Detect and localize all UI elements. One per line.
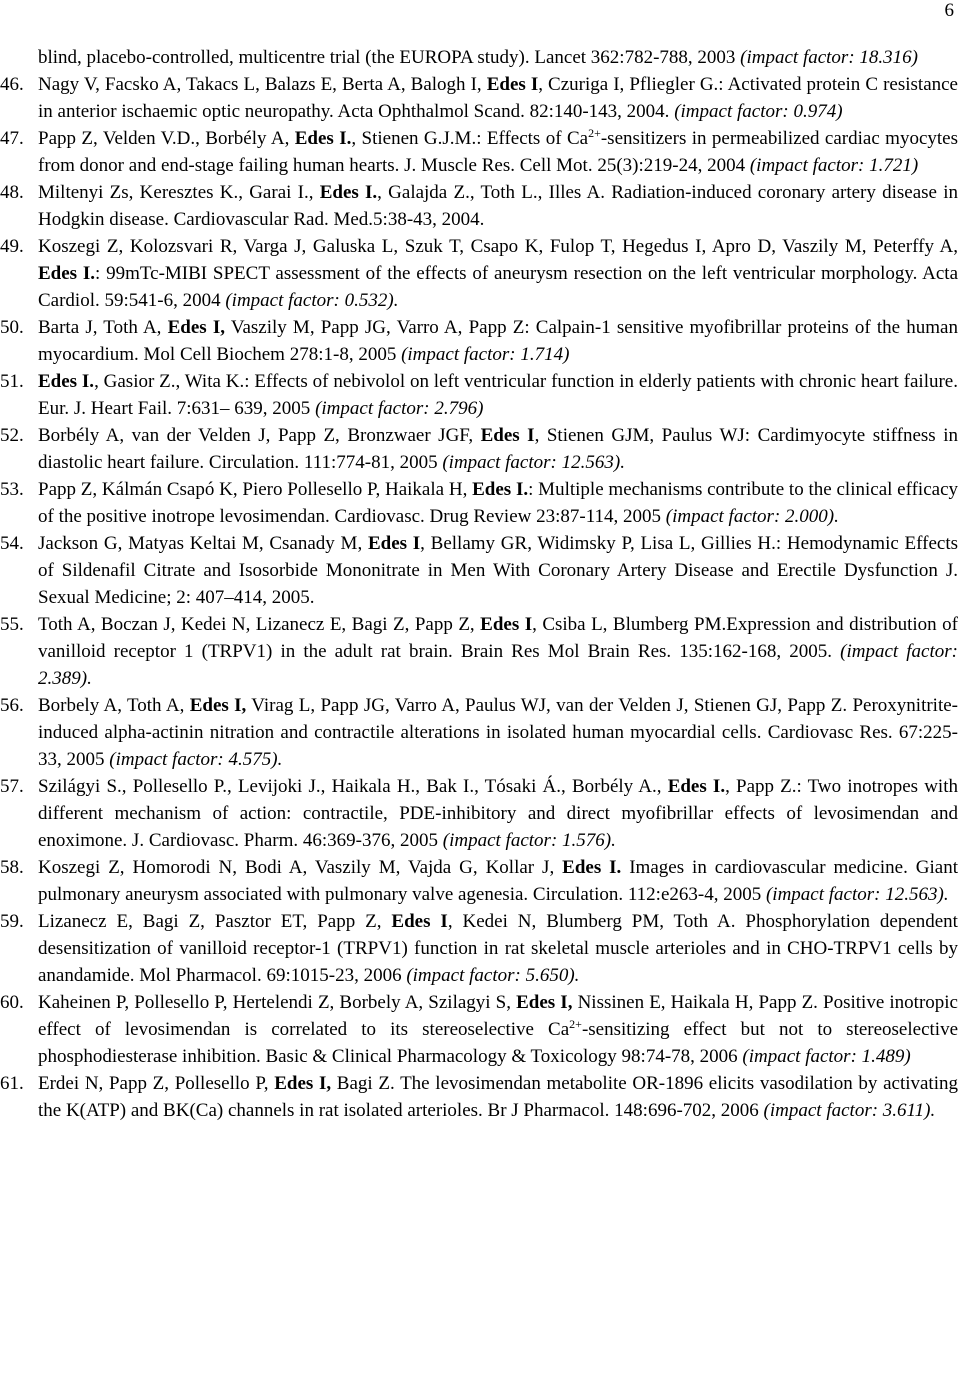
reference-text: Borbely A, Toth A, — [38, 695, 190, 716]
reference-text: Kaheinen P, Pollesello P, Hertelendi Z, Borbely A, Szilagyi S, — [38, 992, 517, 1013]
impact-factor: (impact factor: 1.576). — [442, 830, 616, 851]
author-highlight: Edes I, — [189, 695, 247, 716]
impact-factor: (impact factor: 18.316) — [740, 47, 918, 68]
reference-entry — [0, 314, 958, 368]
author-highlight: Edes I. — [319, 182, 378, 203]
reference-entry — [0, 233, 958, 314]
reference-entry — [0, 368, 958, 422]
reference-text: Nissinen E, Haikala H, Papp Z. Positive inotropic effect of levosimendan is correlated to its stereoselective Ca — [38, 992, 958, 1040]
author-highlight: Edes I, — [516, 992, 573, 1013]
reference-text: Nagy V, Facsko A, Takacs L, Balazs E, Berta A, Balogh I, — [38, 74, 487, 95]
impact-factor: (impact factor: 1.714) — [401, 344, 570, 365]
reference-entry — [0, 530, 958, 611]
impact-factor: (impact factor: 3.611). — [763, 1100, 936, 1121]
impact-factor: (impact factor: 2.000). — [665, 506, 839, 527]
author-highlight: Edes I. — [472, 479, 529, 500]
reference-number: 58. — [0, 857, 24, 878]
reference-entry — [0, 476, 959, 530]
reference-text: , Czuriga I, Pfliegler G.: Activated protein C resistance in anterior ischaemic optic neuropathy. Acta Ophthalmol Scand. 82:140-143, 2004. — [38, 74, 958, 122]
superscript: 2+ — [569, 1017, 582, 1031]
impact-factor: (impact factor: 12.563). — [442, 452, 625, 473]
reference-entry — [0, 71, 958, 125]
reference-text: Images in cardiovascular medicine. Giant pulmonary aneurysm associated with pulmonary valve agenesia. Circulation. 112:e263-4, 2005 — [38, 857, 959, 905]
impact-factor: (impact factor: 2.796) — [315, 398, 484, 419]
reference-text: -sensitizers in permeabilized cardiac myocytes from donor and end-stage failing human hearts. J. Muscle Res. Cell Mot. 25(3):219-24, 2004 — [38, 128, 958, 176]
reference-text: , Csiba L, Blumberg PM.Expression and distribution of vanilloid receptor 1 (TRPV1) in the adult rat brain. Brain Res Mol Brain Res. 135:162-168, 2005. — [38, 614, 958, 662]
author-highlight: Edes I — [367, 533, 421, 554]
reference-number: 50. — [0, 317, 24, 338]
reference-number: 54. — [0, 533, 24, 554]
reference-text: Jackson G, Matyas Keltai M, Csanady M, — [38, 533, 368, 554]
author-highlight: Edes I — [391, 911, 448, 932]
reference-number: 57. — [0, 776, 24, 797]
reference-number: 48. — [0, 182, 24, 203]
reference-entry — [0, 179, 958, 233]
author-highlight: Edes I. — [667, 776, 726, 797]
author-highlight: Edes I — [480, 614, 533, 635]
impact-factor: (impact factor: 5.650). — [406, 965, 580, 986]
reference-text: Szilágyi S., Pollesello P., Levijoki J., Haikala H., Bak I., Tósaki Á., Borbély A., — [38, 776, 668, 797]
reference-text: Virag L, Papp JG, Varro A, Paulus WJ, van der Velden J, Stienen GJ, Papp Z. Peroxynitrite-induced alpha-actinin nitration and contractile alterations in isolated human myocardial cells. Cardiovasc Res. 67:225-33, 2005 — [38, 695, 959, 770]
reference-number: 55. — [0, 614, 24, 635]
impact-factor: (impact factor: 0.532). — [225, 290, 399, 311]
reference-text: , Stienen GJM, Paulus WJ: Cardimyocyte stiffness in diastolic heart failure. Circulation. 111:774-81, 2005 — [38, 425, 958, 473]
author-highlight: Edes I — [480, 425, 535, 446]
impact-factor: (impact factor: 1.489) — [742, 1046, 911, 1067]
page-number: 6 — [944, 0, 954, 21]
reference-text: Papp Z, Kálmán Csapó K, Piero Pollesello P, Haikala H, — [38, 479, 473, 500]
impact-factor: (impact factor: 4.575). — [109, 749, 283, 770]
reference-text: -sensitizing effect but not to stereoselective phosphodiesterase inhibition. Basic & Clinical Pharmacology & Toxicology 98:74-78, 2006 — [38, 1019, 959, 1067]
reference-list — [0, 44, 959, 1124]
reference-text: : 99mTc-MIBI SPECT assessment of the effects of aneurysm resection on the left ventricular morphology. Acta Cardiol. 59:541-6, 2004 — [38, 263, 958, 311]
reference-number: 61. — [0, 1073, 24, 1094]
reference-text: Toth A, Boczan J, Kedei N, Lizanecz E, Bagi Z, Papp Z, — [38, 614, 481, 635]
reference-text: Bagi Z. The levosimendan metabolite OR-1896 elicits vasodilation by activating the K(ATP) and BK(Ca) channels in rat isolated arterioles. Br J Pharmacol. 148:696-702, 2006 — [38, 1073, 958, 1121]
reference-number: 53. — [0, 479, 24, 500]
reference-text: Koszegi Z, Kolozsvari R, Varga J, Galuska L, Szuk T, Csapo K, Fulop T, Hegedus I, Apro D, Vaszily M, Peterffy A, — [38, 236, 958, 257]
reference-text: Vaszily M, Papp JG, Varro A, Papp Z: Calpain-1 sensitive myofibrillar proteins of the human myocardium. Mol Cell Biochem 278:1-8, 2005 — [38, 317, 958, 365]
reference-text: , Stienen G.J.M.: Effects of Ca — [351, 128, 589, 149]
reference-text: : Multiple mechanisms contribute to the clinical efficacy of the positive inotrope levosimendan. Cardiovasc. Drug Review 23:87-114, 2005 — [38, 479, 959, 527]
reference-text: Lizanecz E, Bagi Z, Pasztor ET, Papp Z, — [38, 911, 392, 932]
reference-entry — [0, 1070, 958, 1124]
author-highlight: Edes I, — [274, 1073, 332, 1094]
reference-entry — [0, 422, 958, 476]
author-highlight: Edes I. — [38, 263, 96, 284]
reference-number: 51. — [0, 371, 24, 392]
reference-entry — [0, 692, 959, 773]
reference-text: blind, placebo-controlled, multicentre trial (the EUROPA study). Lancet 362:782-788, 2003 — [38, 47, 741, 68]
reference-text: Koszegi Z, Homorodi N, Bodi A, Vaszily M, Vajda G, Kollar J, — [38, 857, 563, 878]
reference-entry — [0, 611, 958, 692]
reference-number: 49. — [0, 236, 24, 257]
impact-factor: (impact factor: 1.721) — [749, 155, 919, 176]
author-highlight: Edes I. — [562, 857, 622, 878]
reference-number: 56. — [0, 695, 24, 716]
reference-number: 47. — [0, 128, 24, 149]
impact-factor: (impact factor: 2.389). — [38, 641, 958, 689]
impact-factor: (impact factor: 0.974) — [674, 101, 843, 122]
reference-number: 59. — [0, 911, 24, 932]
reference-entry — [0, 854, 959, 908]
reference-text: , Kedei N, Blumberg PM, Toth A. Phosphorylation dependent desensitization of vanilloid receptor-1 (TRPV1) function in rat skeletal muscle arterioles and in CHO-TRPV1 cells by anandamide. Mol Pharmacol. 69:1015-23, 2006 — [38, 911, 958, 986]
impact-factor: (impact factor: 12.563). — [765, 884, 949, 905]
author-highlight: Edes I, — [167, 317, 225, 338]
reference-text: , Galajda Z., Toth L., Illes A. Radiation-induced coronary artery disease in Hodgkin disease. Cardiovascular Rad. Med.5:38-43, 2004. — [38, 182, 958, 230]
reference-text: Miltenyi Zs, Keresztes K., Garai I., — [38, 182, 320, 203]
author-highlight: Edes I — [486, 74, 539, 95]
reference-entry — [0, 908, 958, 989]
reference-entry — [0, 773, 958, 854]
reference-text: Papp Z, Velden V.D., Borbély A, — [38, 128, 295, 149]
reference-entry — [0, 989, 959, 1070]
reference-text: , Gasior Z., Wita K.: Effects of nebivolol on left ventricular function in elderly patients with chronic heart failure. Eur. J. Heart Fail. 7:631– 639, 2005 — [38, 371, 958, 419]
reference-number: 52. — [0, 425, 24, 446]
reference-text: Borbély A, van der Velden J, Papp Z, Bronzwaer JGF, — [38, 425, 481, 446]
reference-entry — [38, 44, 958, 71]
superscript: 2+ — [588, 126, 601, 140]
author-highlight: Edes I. — [294, 128, 352, 149]
reference-text: Erdei N, Papp Z, Pollesello P, — [38, 1073, 275, 1094]
reference-text: , Bellamy GR, Widimsky P, Lisa L, Gillies H.: Hemodynamic Effects of Sildenafil Citrate and Isosorbide Mononitrate in Men With Coronary Artery Disease and Erectile Dysfunction J. Sexual Medicine; 2: 407–414, 2005. — [38, 533, 958, 608]
reference-number: 46. — [0, 74, 24, 95]
reference-entry — [0, 125, 958, 179]
author-highlight: Edes I. — [38, 371, 95, 392]
reference-text: , Papp Z.: Two inotropes with different mechanism of action: contractile, PDE-inhibitory and direct myofibrillar effects of levosimendan and enoximone. J. Cardiovasc. Pharm. 46:369-376, 2005 — [38, 776, 958, 851]
reference-text: Barta J, Toth A, — [38, 317, 168, 338]
reference-number: 60. — [0, 992, 24, 1013]
